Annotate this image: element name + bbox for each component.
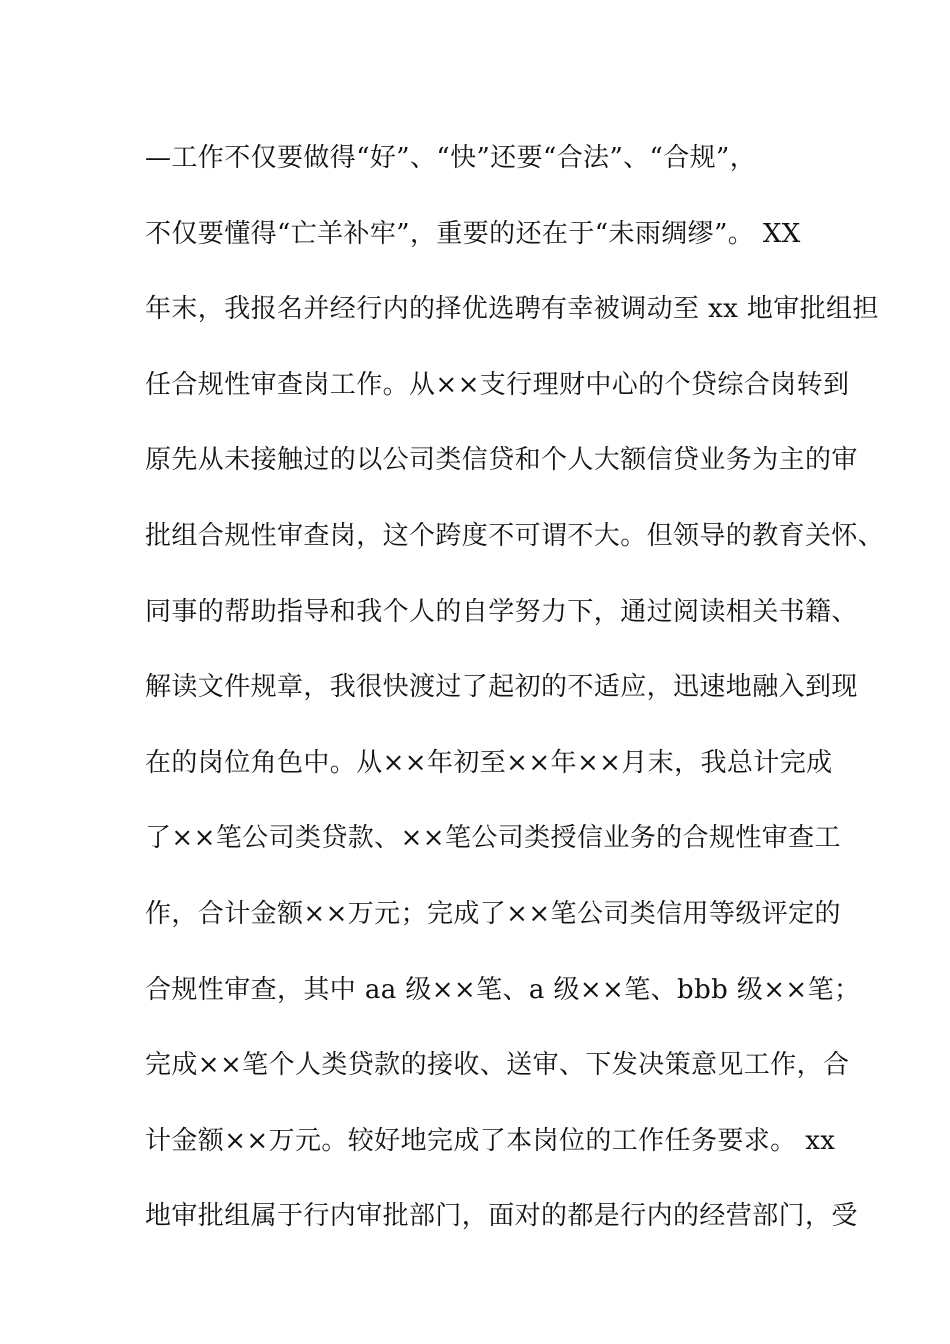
text-line: 原先从未接触过的以公司类信贷和个人大额信贷业务为主的审 — [145, 445, 858, 476]
text-line: 批组合规性审查岗，这个跨度不可谓不大。但领导的教育关怀、 — [145, 520, 885, 551]
text-line: 在的岗位角色中。从××年初至××年××月末，我总计完成 — [145, 747, 833, 778]
text-line: 同事的帮助指导和我个人的自学努力下，通过阅读相关书籍、 — [145, 596, 858, 627]
text-line: 计金额××万元。较好地完成了本岗位的工作任务要求。 xx — [145, 1125, 836, 1156]
text-line: 作，合计金额××万元；完成了××笔公司类信用等级评定的 — [145, 898, 841, 929]
text-line: 完成××笔个人类贷款的接收、送审、下发决策意见工作，合 — [145, 1050, 850, 1081]
text-line: 地审批组属于行内审批部门，面对的都是行内的经营部门，受 — [145, 1201, 858, 1232]
text-line: 解读文件规章，我很快渡过了起初的不适应，迅速地融入到现 — [145, 672, 858, 703]
text-line: —工作不仅要做得“好”、“快”还要“合法”、“合规”， — [145, 143, 757, 173]
body-text — [145, 136, 885, 1270]
text-line: 了××笔公司类贷款、××笔公司类授信业务的合规性审查工 — [145, 823, 841, 854]
text-line: 不仅要懂得“亡羊补牢”，重要的还在于“未雨绸缪”。 XX — [145, 218, 801, 249]
text-line: 合规性审查，其中 aa 级××笔、a 级××笔、bbb 级××笔； — [145, 974, 861, 1005]
text-line: 年末，我报名并经行内的择优选聘有幸被调动至 xx 地审批组担 — [145, 294, 879, 325]
text-line: 任合规性审查岗工作。从××支行理财中心的个贷综合岗转到 — [145, 369, 850, 400]
